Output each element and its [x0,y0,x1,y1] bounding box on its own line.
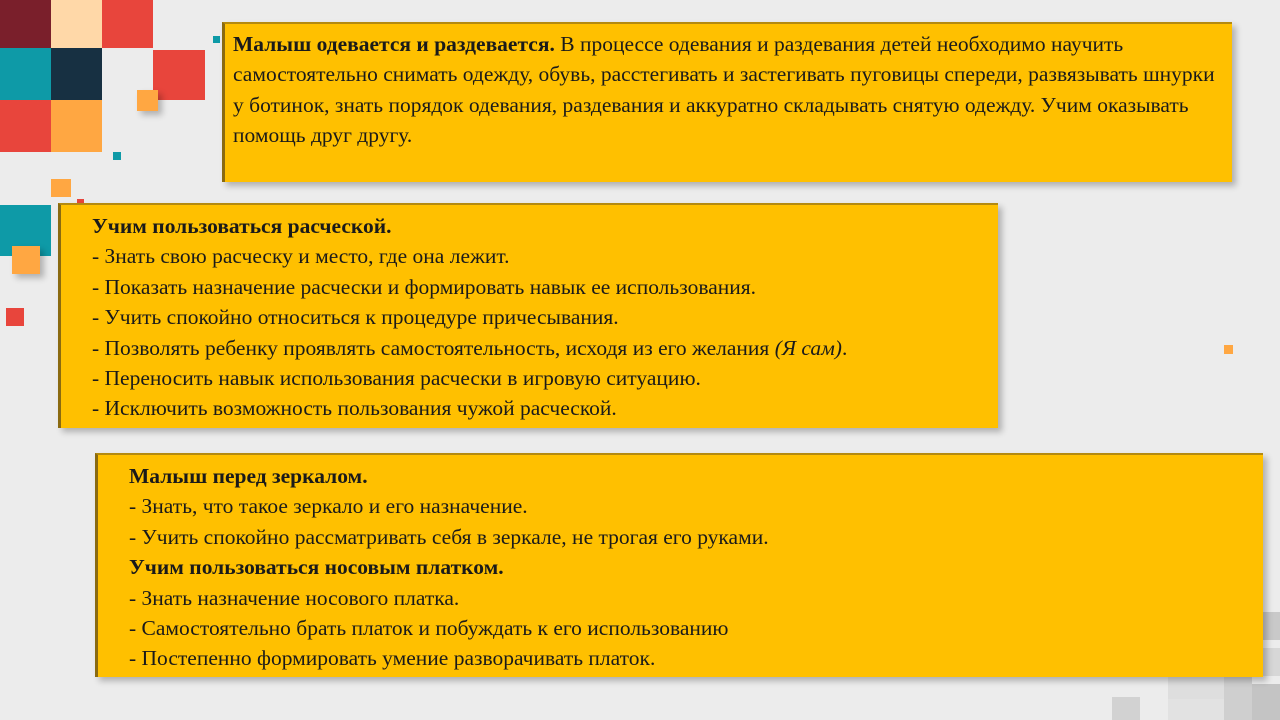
mosaic-tile [6,308,24,326]
comb-item-end: . [841,335,848,360]
comb-item: - Переносить навык использования расчески в игровую ситуацию. [92,366,701,391]
mosaic-tile [213,36,220,43]
dressing-paragraph [233,29,1224,151]
comb-item: - Знать свою расческу и место, где она лежит. [92,244,510,269]
comb-title: Учим пользоваться расческой. [92,214,392,238]
handkerchief-title: Учим пользоваться носовым платком. [129,555,504,580]
text-box-dressing [222,22,1232,182]
mosaic-tile [0,48,51,100]
grey-pixel [1224,677,1252,720]
handkerchief-item: - Самостоятельно брать платок и побуждать к его использованию [129,616,729,641]
comb-item: - Исключить возможность пользования чужой расческой. [92,396,617,421]
mosaic-tile [51,48,102,100]
grey-pixel [1168,677,1224,699]
comb-item-emphasis: (Я сам) [774,335,842,360]
comb-item [92,333,998,363]
mosaic-tile [12,246,40,274]
mosaic-tile [0,100,51,152]
mirror-title: Малыш перед зеркалом. [129,464,368,488]
dressing-title: Малыш одевается и раздевается. [233,32,555,56]
mosaic-tile [137,90,158,111]
mirror-item: - Знать, что такое зеркало и его назначение. [129,494,528,519]
grey-pixel [1252,684,1280,720]
mosaic-tile [51,0,102,48]
mosaic-tile [113,152,121,160]
mosaic-tile [0,0,51,48]
comb-item: - Показать назначение расчески и формировать навык ее использования. [92,274,757,299]
text-box-mirror-handkerchief [95,453,1263,677]
mosaic-tile [51,100,102,152]
grey-pixel [1112,697,1140,720]
comb-item-text: - Позволять ребенку проявлять самостоятельность, исходя из его желания [92,335,775,360]
handkerchief-item: - Знать назначение носового платка. [129,585,460,610]
mosaic-tile [1224,345,1233,354]
dressing-body: В процессе одевания и раздевания детей необходимо научить самостоятельно снимать одежду, обувь, расстегивать и застегивать пуговицы спереди, развязывать шнурки у ботинок, знать порядок одевания, раздевания и аккуратно складывать снятую одежду. Учим оказывать помощь друг другу. [233,32,1215,148]
mosaic-tile [102,0,153,48]
handkerchief-item: - Постепенно формировать умение разворачивать платок. [129,646,656,671]
grey-pixel [1263,612,1280,640]
grey-pixel [1263,648,1280,676]
mirror-item: - Учить спокойно рассматривать себя в зеркале, не трогая его руками. [129,524,769,549]
mosaic-tile [51,179,71,197]
mosaic-tile [153,50,205,100]
grey-pixel [1168,699,1224,720]
comb-item: - Учить спокойно относиться к процедуре причесывания. [92,305,619,330]
text-box-comb [58,203,998,428]
